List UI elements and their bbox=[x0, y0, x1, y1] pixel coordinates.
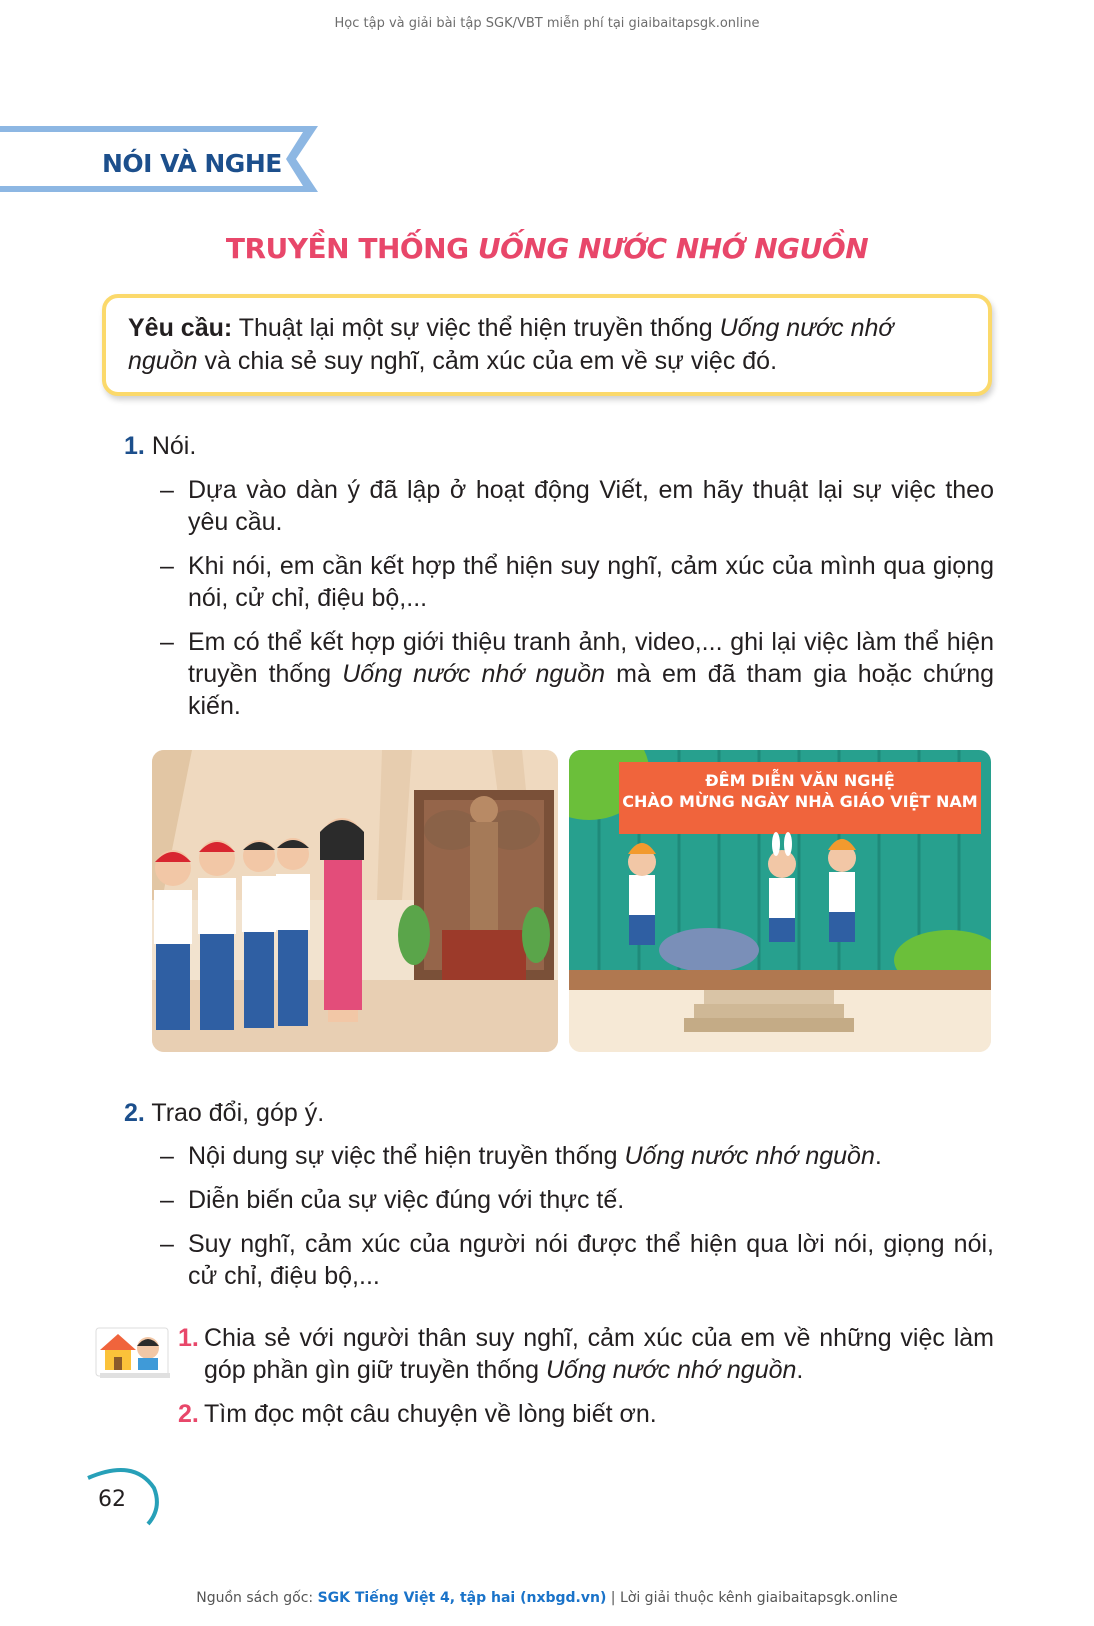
footer-prefix: Nguồn sách gốc: bbox=[196, 1590, 318, 1606]
bullet-text: Dựa vào dàn ý đã lập ở hoạt động Viết, em hãy thuật lại sự việc theo yêu cầu. bbox=[188, 476, 994, 536]
home-task-1-number: 1. bbox=[178, 1324, 199, 1352]
bullet-text: Suy nghĩ, cảm xúc của người nói được thể hiện qua lời nói, giọng nói, cử chỉ, điệu bộ,... bbox=[188, 1230, 994, 1290]
bullet-text-italic: Uống nước nhớ nguồn bbox=[624, 1142, 875, 1170]
requirement-box bbox=[102, 294, 992, 396]
stage-banner-line-2: CHÀO MỪNG NGÀY NHÀ GIÁO VIỆT NAM bbox=[622, 792, 978, 811]
home-task-1 bbox=[178, 1322, 994, 1386]
stage-banner-line-1: ĐÊM DIỄN VĂN NGHỆ bbox=[705, 771, 895, 790]
item1-bullet-2 bbox=[160, 550, 994, 614]
item1-heading bbox=[124, 430, 196, 462]
stage-performance-illustration bbox=[569, 750, 991, 1052]
item1-bullet-1 bbox=[160, 474, 994, 538]
bullet-text-2: mà em đã tham gia hoặc chứng kiến. bbox=[188, 660, 994, 720]
home-task-2 bbox=[178, 1398, 994, 1430]
item2-bullet-3 bbox=[160, 1228, 994, 1292]
item2-bullet-1 bbox=[160, 1140, 994, 1172]
item1-title: Nói. bbox=[151, 432, 197, 460]
bullet-dash: – bbox=[160, 1230, 174, 1258]
bullet-dash: – bbox=[160, 1186, 174, 1214]
bullet-text-1: Em có thể kết hợp giới thiệu tranh ảnh, video,... ghi lại việc làm thể hiện truyền thống bbox=[188, 628, 994, 688]
bullet-text-italic: Uống nước nhớ nguồn bbox=[342, 660, 606, 688]
lesson-title-plain: TRUYỀN THỐNG bbox=[225, 232, 478, 265]
home-task-1-text-1: Chia sẻ với người thân suy nghĩ, cảm xúc của em về những việc làm góp phần gìn giữ truyền thống bbox=[204, 1324, 994, 1384]
requirement-text-1: Thuật lại một sự việc thể hiện truyền thống bbox=[232, 314, 720, 342]
lesson-title-italic: UỐNG NƯỚC NHỚ NGUỒN bbox=[477, 232, 869, 265]
footer bbox=[0, 1590, 1094, 1606]
requirement-text-italic: Uống nước nhớ nguồn bbox=[128, 314, 894, 375]
bullet-text: Khi nói, em cần kết hợp thể hiện suy nghĩ, cảm xúc của mình qua giọng nói, cử chỉ, điệu bộ,... bbox=[188, 552, 994, 612]
item2-bullet-2 bbox=[160, 1184, 994, 1216]
home-task-2-number: 2. bbox=[178, 1400, 199, 1428]
page-number: 62 bbox=[98, 1487, 126, 1512]
bullet-dash: – bbox=[160, 628, 174, 656]
home-task-1-text-2: . bbox=[796, 1356, 804, 1384]
lesson-title bbox=[0, 232, 1094, 265]
bullet-text: Diễn biến của sự việc đúng với thực tế. bbox=[188, 1186, 625, 1214]
footer-source-link[interactable]: SGK Tiếng Việt 4, tập hai (nxbgd.vn) bbox=[317, 1590, 607, 1606]
section-label: NÓI VÀ NGHE bbox=[102, 149, 282, 178]
requirement-text-2: và chia sẻ suy nghĩ, cảm xúc của em về sự việc đó. bbox=[197, 347, 778, 375]
bullet-dash: – bbox=[160, 1142, 174, 1170]
item2-title: Trao đổi, góp ý. bbox=[151, 1099, 325, 1127]
bullet-text-2: . bbox=[874, 1142, 882, 1170]
museum-visit-illustration bbox=[152, 750, 558, 1052]
item2-number: 2. bbox=[124, 1099, 145, 1127]
home-activity-icon bbox=[94, 1326, 170, 1378]
bullet-dash: – bbox=[160, 552, 174, 580]
item1-bullet-3 bbox=[160, 626, 994, 722]
requirement-label: Yêu cầu: bbox=[128, 314, 233, 342]
item1-number: 1. bbox=[124, 432, 145, 460]
home-task-2-text: Tìm đọc một câu chuyện về lòng biết ơn. bbox=[204, 1400, 657, 1428]
top-header: Học tập và giải bài tập SGK/VBT miễn phí tại giaibaitapsgk.online bbox=[334, 16, 760, 31]
bullet-text-1: Nội dung sự việc thể hiện truyền thống bbox=[188, 1142, 625, 1170]
bullet-dash: – bbox=[160, 476, 174, 504]
footer-suffix: | Lời giải thuộc kênh giaibaitapsgk.online bbox=[606, 1590, 898, 1606]
home-task-1-text-italic: Uống nước nhớ nguồn bbox=[546, 1356, 797, 1384]
item2-heading bbox=[124, 1097, 324, 1129]
